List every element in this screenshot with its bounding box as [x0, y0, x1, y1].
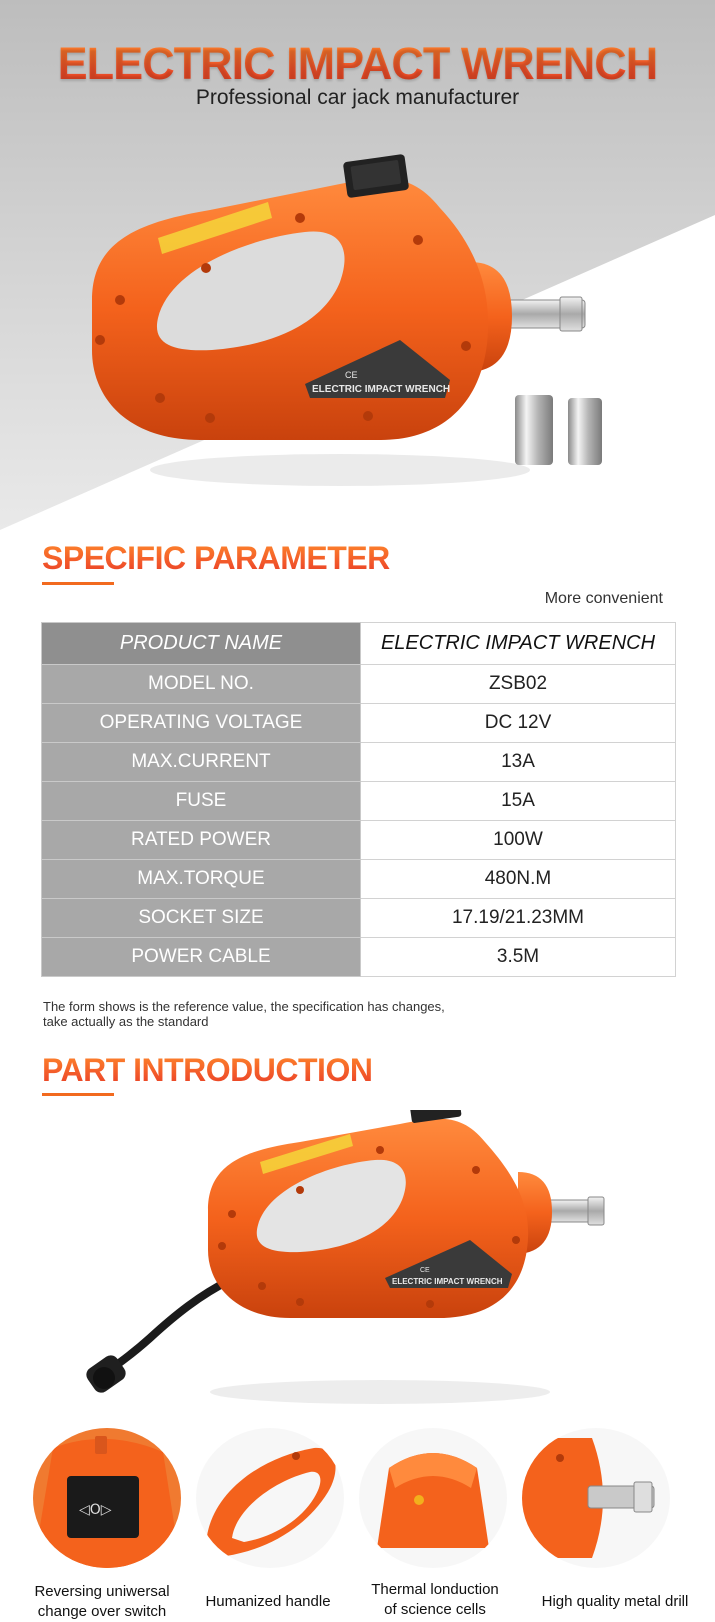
params-note-line2: take actually as the standard [43, 1014, 209, 1029]
caption-thermal [350, 1580, 520, 1620]
hero-subtitle: Professional car jack manufacturer [195, 86, 520, 109]
table-value-cell: 15A [361, 782, 676, 821]
caption-drill [520, 1592, 710, 1612]
parameter-table [41, 622, 676, 977]
params-title: SPECIFIC PARAMETER [42, 540, 390, 576]
caption-thermal-line1: Thermal londuction [371, 1581, 499, 1598]
parts-product-label: ELECTRIC IMPACT WRENCH [392, 1277, 503, 1286]
handle-detail-art [196, 1428, 344, 1568]
table-row [42, 860, 676, 899]
params-note [43, 999, 543, 1029]
table-key-cell: MAX.TORQUE [42, 860, 361, 899]
hero-ce-mark: CE [345, 370, 358, 380]
caption-switch-line2: change over switch [37, 1603, 167, 1620]
table-key-cell: POWER CABLE [42, 938, 361, 977]
parts-ce-mark: CE [420, 1267, 430, 1274]
caption-drill-line1: High quality metal drill [541, 1593, 689, 1610]
table-header-row [42, 623, 676, 665]
table-key-cell: MAX.CURRENT [42, 743, 361, 782]
hero-title: ELECTRIC IMPACT WRENCH [0, 38, 715, 90]
table-row [42, 821, 676, 860]
table-value-cell: 17.19/21.23MM [361, 899, 676, 938]
hero-banner [0, 0, 715, 530]
table-row [42, 782, 676, 821]
caption-switch-line1: Reversing uniwersal [34, 1583, 170, 1600]
switch-detail-art [33, 1428, 181, 1568]
handle-detail-image [196, 1428, 344, 1568]
table-key-cell: MODEL NO. [42, 665, 361, 704]
table-key-cell: RATED POWER [42, 821, 361, 860]
table-value-cell: 480N.M [361, 860, 676, 899]
svg-text:◁O▷: ◁O▷ [79, 1502, 112, 1518]
caption-handle-line1: Humanized handle [205, 1593, 331, 1610]
table-value-cell: 3.5M [361, 938, 676, 977]
table-value-cell: DC 12V [361, 704, 676, 743]
thermal-detail-image [359, 1428, 507, 1568]
table-row [42, 938, 676, 977]
caption-handle [188, 1592, 348, 1612]
table-key-cell: FUSE [42, 782, 361, 821]
drill-detail-image [522, 1428, 670, 1568]
parts-product-image [0, 1110, 715, 1410]
params-title-underline [42, 582, 114, 585]
table-row [42, 899, 676, 938]
caption-thermal-line2: of science cells [384, 1601, 486, 1618]
params-note-line1: The form shows is the reference value, the specification has changes, [43, 999, 445, 1014]
table-row [42, 743, 676, 782]
table-key-cell: PRODUCT NAME [42, 623, 361, 665]
table-value-cell: ELECTRIC IMPACT WRENCH [361, 623, 676, 665]
parts-title-underline [42, 1093, 114, 1096]
thermal-detail-art [359, 1428, 507, 1568]
table-value-cell: 13A [361, 743, 676, 782]
table-value-cell: 100W [361, 821, 676, 860]
table-row [42, 665, 676, 704]
table-key-cell: OPERATING VOLTAGE [42, 704, 361, 743]
parts-title: PART INTRODUCTION [42, 1052, 373, 1088]
hero-product-label: ELECTRIC IMPACT WRENCH [312, 384, 451, 395]
caption-switch [18, 1582, 186, 1622]
table-key-cell: SOCKET SIZE [42, 899, 361, 938]
params-tagline: More convenient [544, 590, 663, 607]
switch-detail-image [33, 1428, 181, 1568]
table-row [42, 704, 676, 743]
table-value-cell: ZSB02 [361, 665, 676, 704]
drill-detail-art [522, 1428, 670, 1568]
